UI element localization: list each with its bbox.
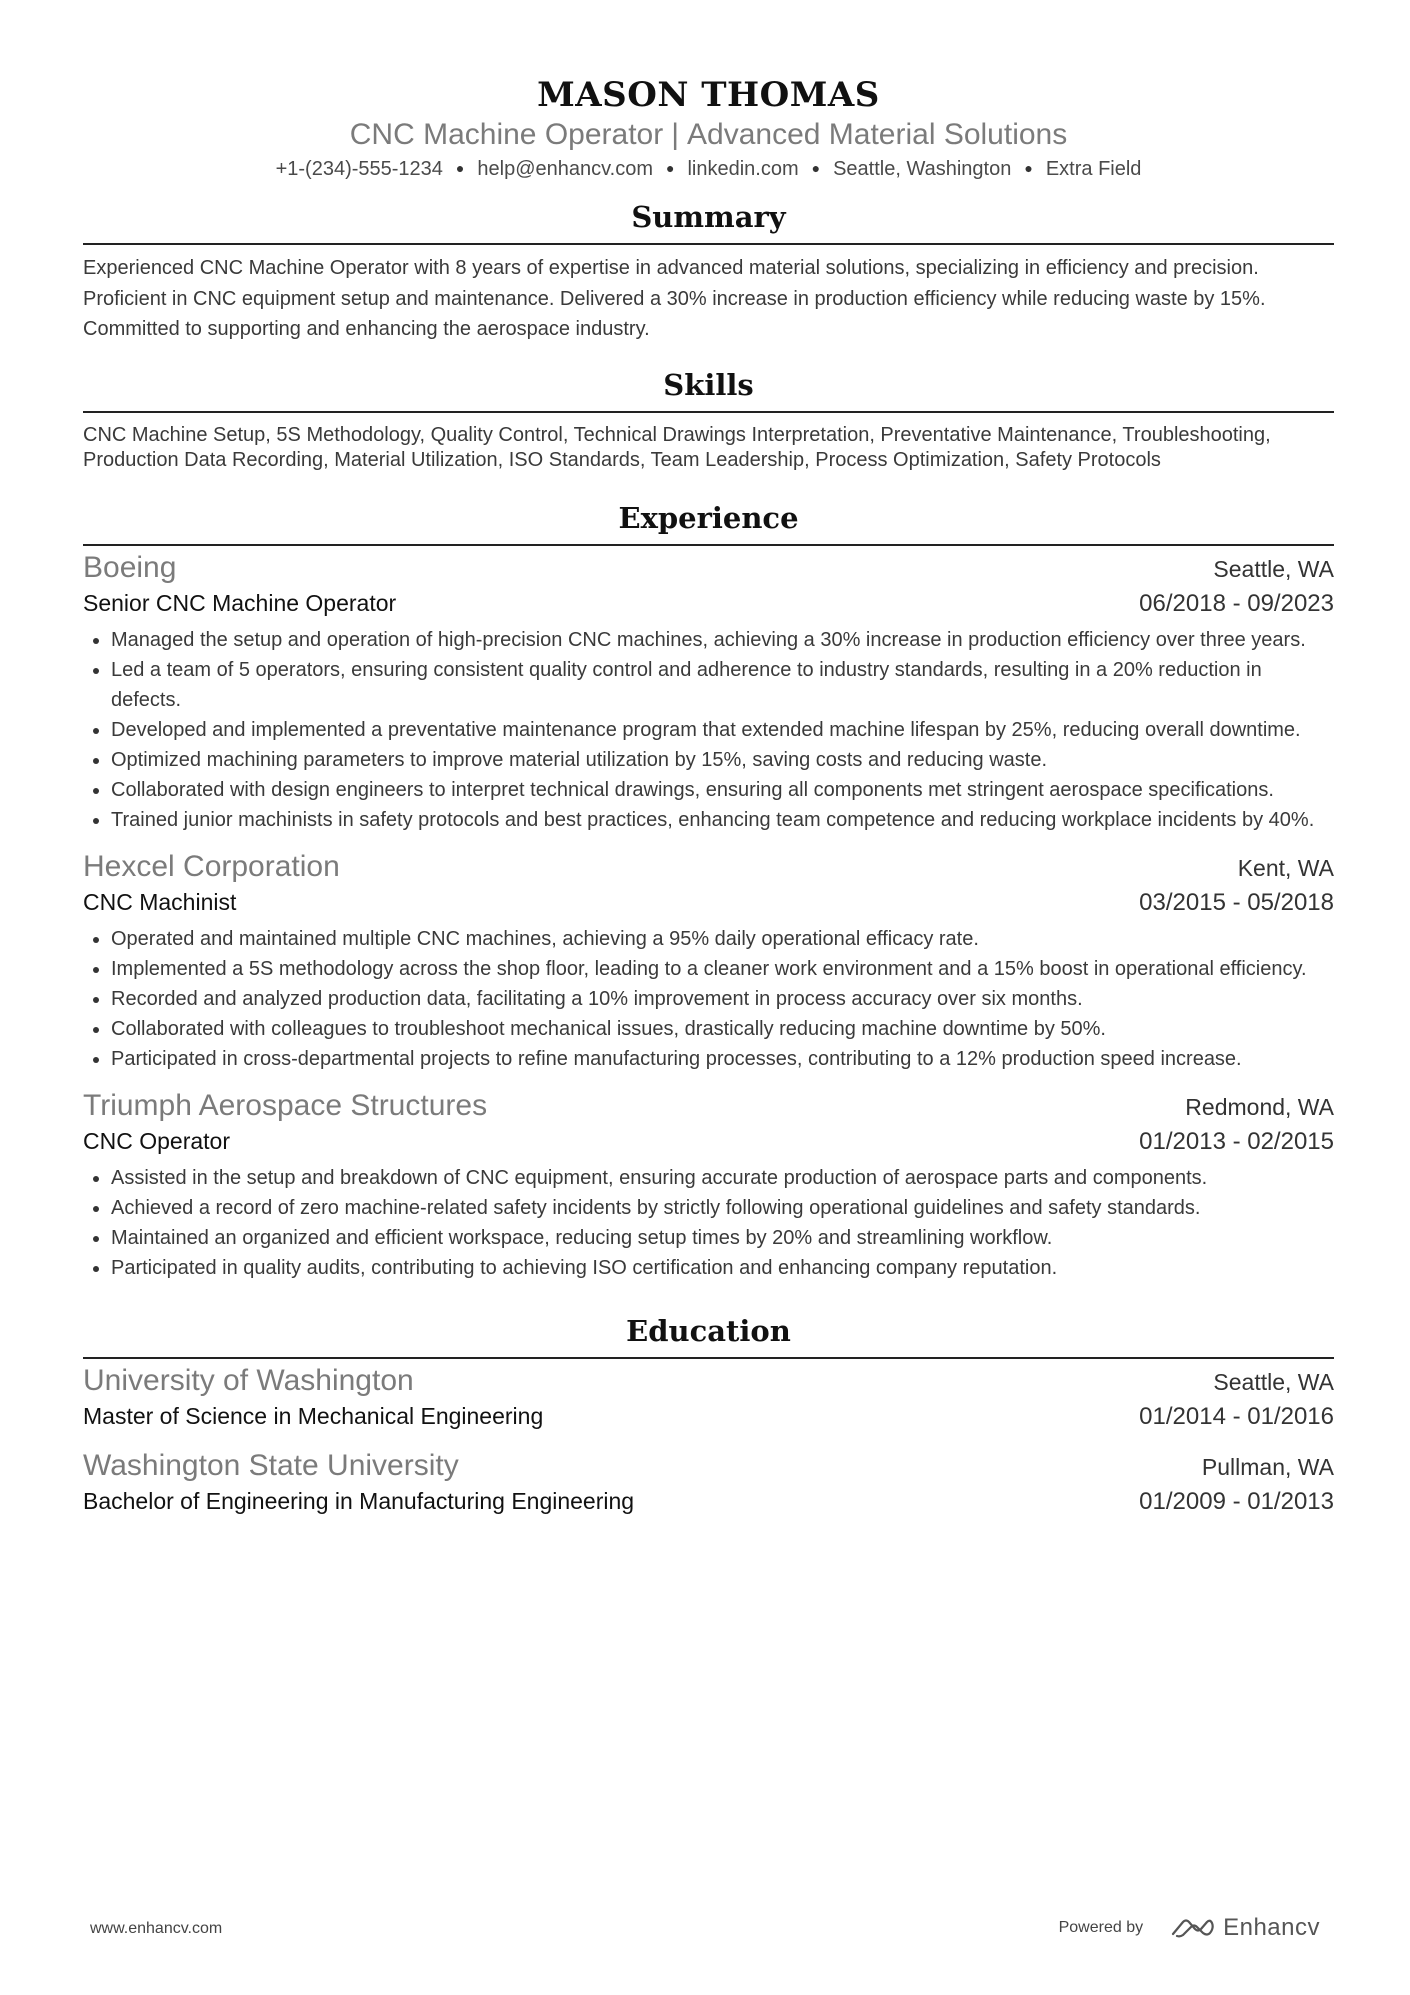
job-bullets [83, 1163, 1334, 1283]
bullet-item: Achieved a record of zero machine-related safety incidents by strictly following operational guidelines and safety standards. [83, 1193, 1334, 1223]
job-bullets [83, 625, 1334, 835]
bullet-separator: ● [811, 160, 821, 176]
job-location: Redmond, WA [1185, 1093, 1334, 1120]
bullet-item: Maintained an organized and efficient workspace, reducing setup times by 20% and streamlining workflow. [83, 1223, 1334, 1253]
experience-entry [83, 550, 1334, 835]
company-name: Triumph Aerospace Structures [83, 1088, 488, 1122]
summary-section [83, 197, 1334, 345]
candidate-name: MASON THOMAS [537, 75, 880, 115]
resume-page [83, 0, 1334, 1519]
bullet-item: Collaborated with design engineers to interpret technical drawings, ensuring all components met stringent aerospace specifications. [83, 775, 1334, 805]
bullet-item: Optimized machining parameters to improve material utilization by 15%, saving costs and reducing waste. [83, 745, 1334, 775]
education-section [83, 1311, 1334, 1519]
summary-heading: Summary [631, 200, 786, 234]
school-name: University of Washington [83, 1363, 414, 1397]
bullet-item: Implemented a 5S methodology across the shop floor, leading to a cleaner work environment and a 15% boost in operational efficiency. [83, 954, 1334, 984]
powered-by-label: Powered by [1058, 1919, 1144, 1936]
title-separator: | [671, 118, 680, 151]
powered-by [1059, 1914, 1320, 1942]
experience-section [83, 498, 1334, 1283]
bullet-item: Developed and implemented a preventative maintenance program that extended machine lifespan by 25%, reducing overall downtime. [83, 715, 1334, 745]
skills-text: CNC Machine Setup, 5S Methodology, Quality Control, Technical Drawings Interpretation, Preventative Maintenance, Troubleshooting, Production Data Recording, Material Utilization, ISO Standards, Team Leadership, Process Optimization, Safety Protocols [83, 423, 1271, 471]
enhancv-brand[interactable]: Enhancv [1223, 1914, 1320, 1941]
experience-entry [83, 849, 1334, 1074]
company-name: Hexcel Corporation [83, 849, 340, 883]
job-role: Senior CNC Machine Operator [83, 589, 397, 616]
bullet-item: Led a team of 5 operators, ensuring consistent quality control and adherence to industry standards, resulting in a 20% reduction in defects. [83, 655, 1334, 715]
bullet-item: Recorded and analyzed production data, facilitating a 10% improvement in process accuracy over six months. [83, 984, 1334, 1014]
bullet-item: Participated in cross-departmental projects to refine manufacturing processes, contributing to a 12% production speed increase. [83, 1044, 1334, 1074]
education-dates: 01/2009 - 01/2013 [1139, 1487, 1334, 1515]
job-role: CNC Operator [83, 1127, 230, 1154]
contact-phone[interactable]: +1-(234)-555-1234 [275, 158, 443, 180]
contact-line [83, 154, 1334, 183]
bullet-item: Managed the setup and operation of high-precision CNC machines, achieving a 30% increase in production efficiency over three years. [83, 625, 1334, 655]
job-title: CNC Machine Operator [349, 118, 664, 151]
job-bullets [83, 924, 1334, 1074]
bullet-item: Trained junior machinists in safety protocols and best practices, enhancing team competence and reducing workplace incidents by 40%. [83, 805, 1334, 835]
headline [83, 116, 1334, 154]
job-dates: 06/2018 - 09/2023 [1139, 589, 1334, 617]
bullet-separator: ● [1024, 160, 1033, 176]
job-dates: 03/2015 - 05/2018 [1139, 888, 1334, 916]
contact-location: Seattle, Washington [833, 158, 1012, 180]
company-name: Boeing [83, 550, 177, 584]
job-dates: 01/2013 - 02/2015 [1139, 1127, 1334, 1155]
bullet-separator: ● [455, 160, 465, 176]
school-location: Pullman, WA [1201, 1453, 1334, 1480]
contact-extra: Extra Field [1045, 158, 1142, 180]
education-entry [83, 1448, 1334, 1519]
summary-text: Experienced CNC Machine Operator with 8 years of expertise in advanced material solutions, specializing in efficiency and precision. Proficient in CNC equipment setup and maintenance. Delivered a 30% increase in production efficiency while reducing waste by 15%. Committed to supporting and enhancing the aerospace industry. [83, 257, 1266, 340]
skills-section [83, 365, 1334, 474]
bullet-item: Assisted in the setup and breakdown of CNC equipment, ensuring accurate production of aerospace parts and components. [83, 1163, 1334, 1193]
education-entry [83, 1363, 1334, 1434]
school-location: Seattle, WA [1213, 1368, 1334, 1395]
footer-url[interactable]: www.enhancv.com [90, 1920, 223, 1937]
bullet-item: Collaborated with colleagues to troubleshoot mechanical issues, drastically reducing machine downtime by 50%. [83, 1014, 1334, 1044]
bullet-item: Operated and maintained multiple CNC machines, achieving a 95% daily operational efficacy rate. [83, 924, 1334, 954]
school-name: Washington State University [83, 1448, 459, 1482]
skills-heading: Skills [663, 367, 754, 402]
degree: Master of Science in Mechanical Engineering [83, 1402, 544, 1429]
experience-entry [83, 1088, 1334, 1283]
headline-company: Advanced Material Solutions [687, 118, 1068, 151]
degree: Bachelor of Engineering in Manufacturing Engineering [83, 1487, 635, 1514]
bullet-separator: ● [665, 160, 675, 176]
section-divider [83, 544, 1334, 546]
education-dates: 01/2014 - 01/2016 [1139, 1402, 1334, 1430]
section-divider [83, 1357, 1334, 1359]
experience-heading: Experience [618, 500, 799, 535]
contact-email[interactable]: help@enhancv.com [477, 158, 653, 180]
section-divider [83, 411, 1334, 413]
page-footer [90, 1914, 1320, 1948]
section-divider [83, 243, 1334, 245]
education-heading: Education [626, 1313, 791, 1348]
enhancv-logo-icon [1169, 1916, 1215, 1940]
job-role: CNC Machinist [83, 888, 237, 915]
job-location: Seattle, WA [1213, 555, 1334, 582]
job-location: Kent, WA [1237, 854, 1334, 881]
bullet-item: Participated in quality audits, contributing to achieving ISO certification and enhancing company reputation. [83, 1253, 1334, 1283]
resume-header [83, 0, 1334, 183]
contact-linkedin[interactable]: linkedin.com [687, 158, 799, 180]
